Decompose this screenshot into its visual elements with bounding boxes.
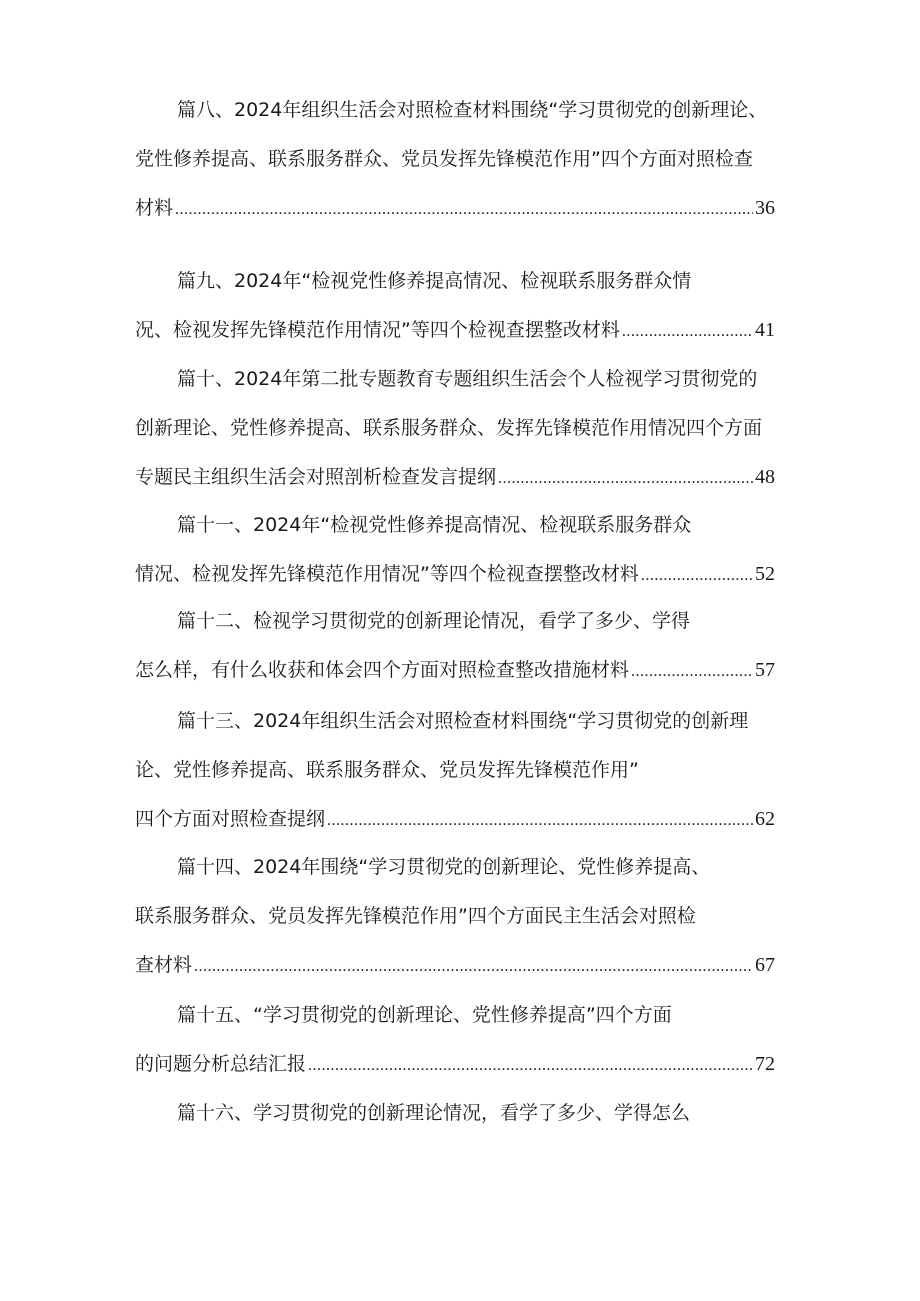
toc-entry-tail: 查材料 [135, 954, 193, 976]
toc-entry-title-line: 党性修养提高、联系服务群众、党员发挥先锋模范作用”四个方面对照检查 [135, 148, 753, 170]
dot-leader [622, 307, 753, 356]
toc-leader-line [135, 1040, 775, 1089]
toc-entry-title-line: 篇十一、2024年“检视党性修养提高情况、检视联系服务群众 [177, 514, 692, 536]
dot-leader [175, 185, 753, 234]
toc-entry-title-line: 篇十六、学习贯彻党的创新理论情况，看学了多少、学得怎么 [177, 1102, 691, 1124]
toc-entry-9[interactable] [135, 257, 795, 355]
toc-leader-line [135, 795, 775, 844]
toc-page-number: 52 [755, 563, 775, 585]
toc-entry-10[interactable] [135, 355, 795, 502]
toc-page-number: 41 [755, 319, 775, 341]
toc-entry-tail: 四个方面对照检查提纲 [135, 808, 326, 830]
toc-leader-line [135, 184, 775, 233]
toc-entry-title-line: 篇九、2024年“检视党性修养提高情况、检视联系服务群众情 [177, 270, 692, 292]
toc-leader-line [135, 550, 775, 599]
toc-entry-tail: 情况、检视发挥先锋模范作用情况”等四个检视查摆整改材料 [135, 563, 639, 585]
toc-entry-title-line: 篇十三、2024年组织生活会对照检查材料围绕“学习贯彻党的创新理 [177, 710, 749, 732]
toc-entry-title-line: 联系服务群众、党员发挥先锋模范作用”四个方面民主生活会对照检 [135, 905, 696, 927]
toc-entry-title-line: 篇八、2024年组织生活会对照检查材料围绕“学习贯彻党的创新理论、 [177, 99, 768, 121]
dot-leader [308, 1041, 753, 1090]
toc-leader-line [135, 646, 775, 695]
dot-leader [327, 796, 753, 845]
toc-entry-title-line: 创新理论、党性修养提高、联系服务群众、发挥先锋模范作用情况四个方面 [135, 417, 763, 439]
toc-leader-line [135, 453, 775, 502]
toc-leader-line [135, 306, 775, 355]
toc-page-number: 62 [755, 808, 775, 830]
toc-entry-11[interactable] [135, 501, 795, 599]
toc-page-number: 48 [755, 466, 775, 488]
toc-entry-16[interactable] [135, 1089, 795, 1138]
toc-entry-title-line: 篇十、2024年第二批专题教育专题组织生活会个人检视学习贯彻党的 [177, 368, 758, 390]
toc-entry-8[interactable] [135, 86, 795, 233]
toc-page-number: 67 [755, 954, 775, 976]
toc-entry-15[interactable] [135, 991, 795, 1089]
toc-entry-tail: 怎么样，有什么收获和体会四个方面对照检查整改措施材料 [135, 659, 630, 681]
toc-entry-title-line: 论、党性修养提高、联系服务群众、党员发挥先锋模范作用” [135, 759, 639, 781]
toc-entry-title-line: 篇十五、“学习贯彻党的创新理论、党性修养提高”四个方面 [177, 1004, 672, 1026]
toc-entry-tail: 专题民主组织生活会对照剖析检查发言提纲 [135, 466, 497, 488]
toc-entry-tail: 况、检视发挥先锋模范作用情况”等四个检视查摆整改材料 [135, 319, 620, 341]
toc-entry-14[interactable] [135, 843, 795, 990]
toc-page-number: 57 [755, 659, 775, 681]
dot-leader [194, 942, 753, 991]
toc-entry-tail: 材料 [135, 197, 174, 219]
dot-leader [498, 454, 753, 503]
toc-leader-line [135, 941, 775, 990]
dot-leader [641, 551, 753, 600]
dot-leader [631, 647, 753, 696]
toc-entry-title-line: 篇十四、2024年围绕“学习贯彻党的创新理论、党性修养提高、 [177, 856, 711, 878]
toc-entry-12[interactable] [135, 597, 795, 695]
toc-entry-title-line: 篇十二、检视学习贯彻党的创新理论情况，看学了多少、学得 [177, 610, 691, 632]
toc-page-number: 36 [755, 197, 775, 219]
toc-page-number: 72 [755, 1053, 775, 1075]
toc-entry-13[interactable] [135, 697, 795, 844]
toc-entry-tail: 的问题分析总结汇报 [135, 1053, 307, 1075]
